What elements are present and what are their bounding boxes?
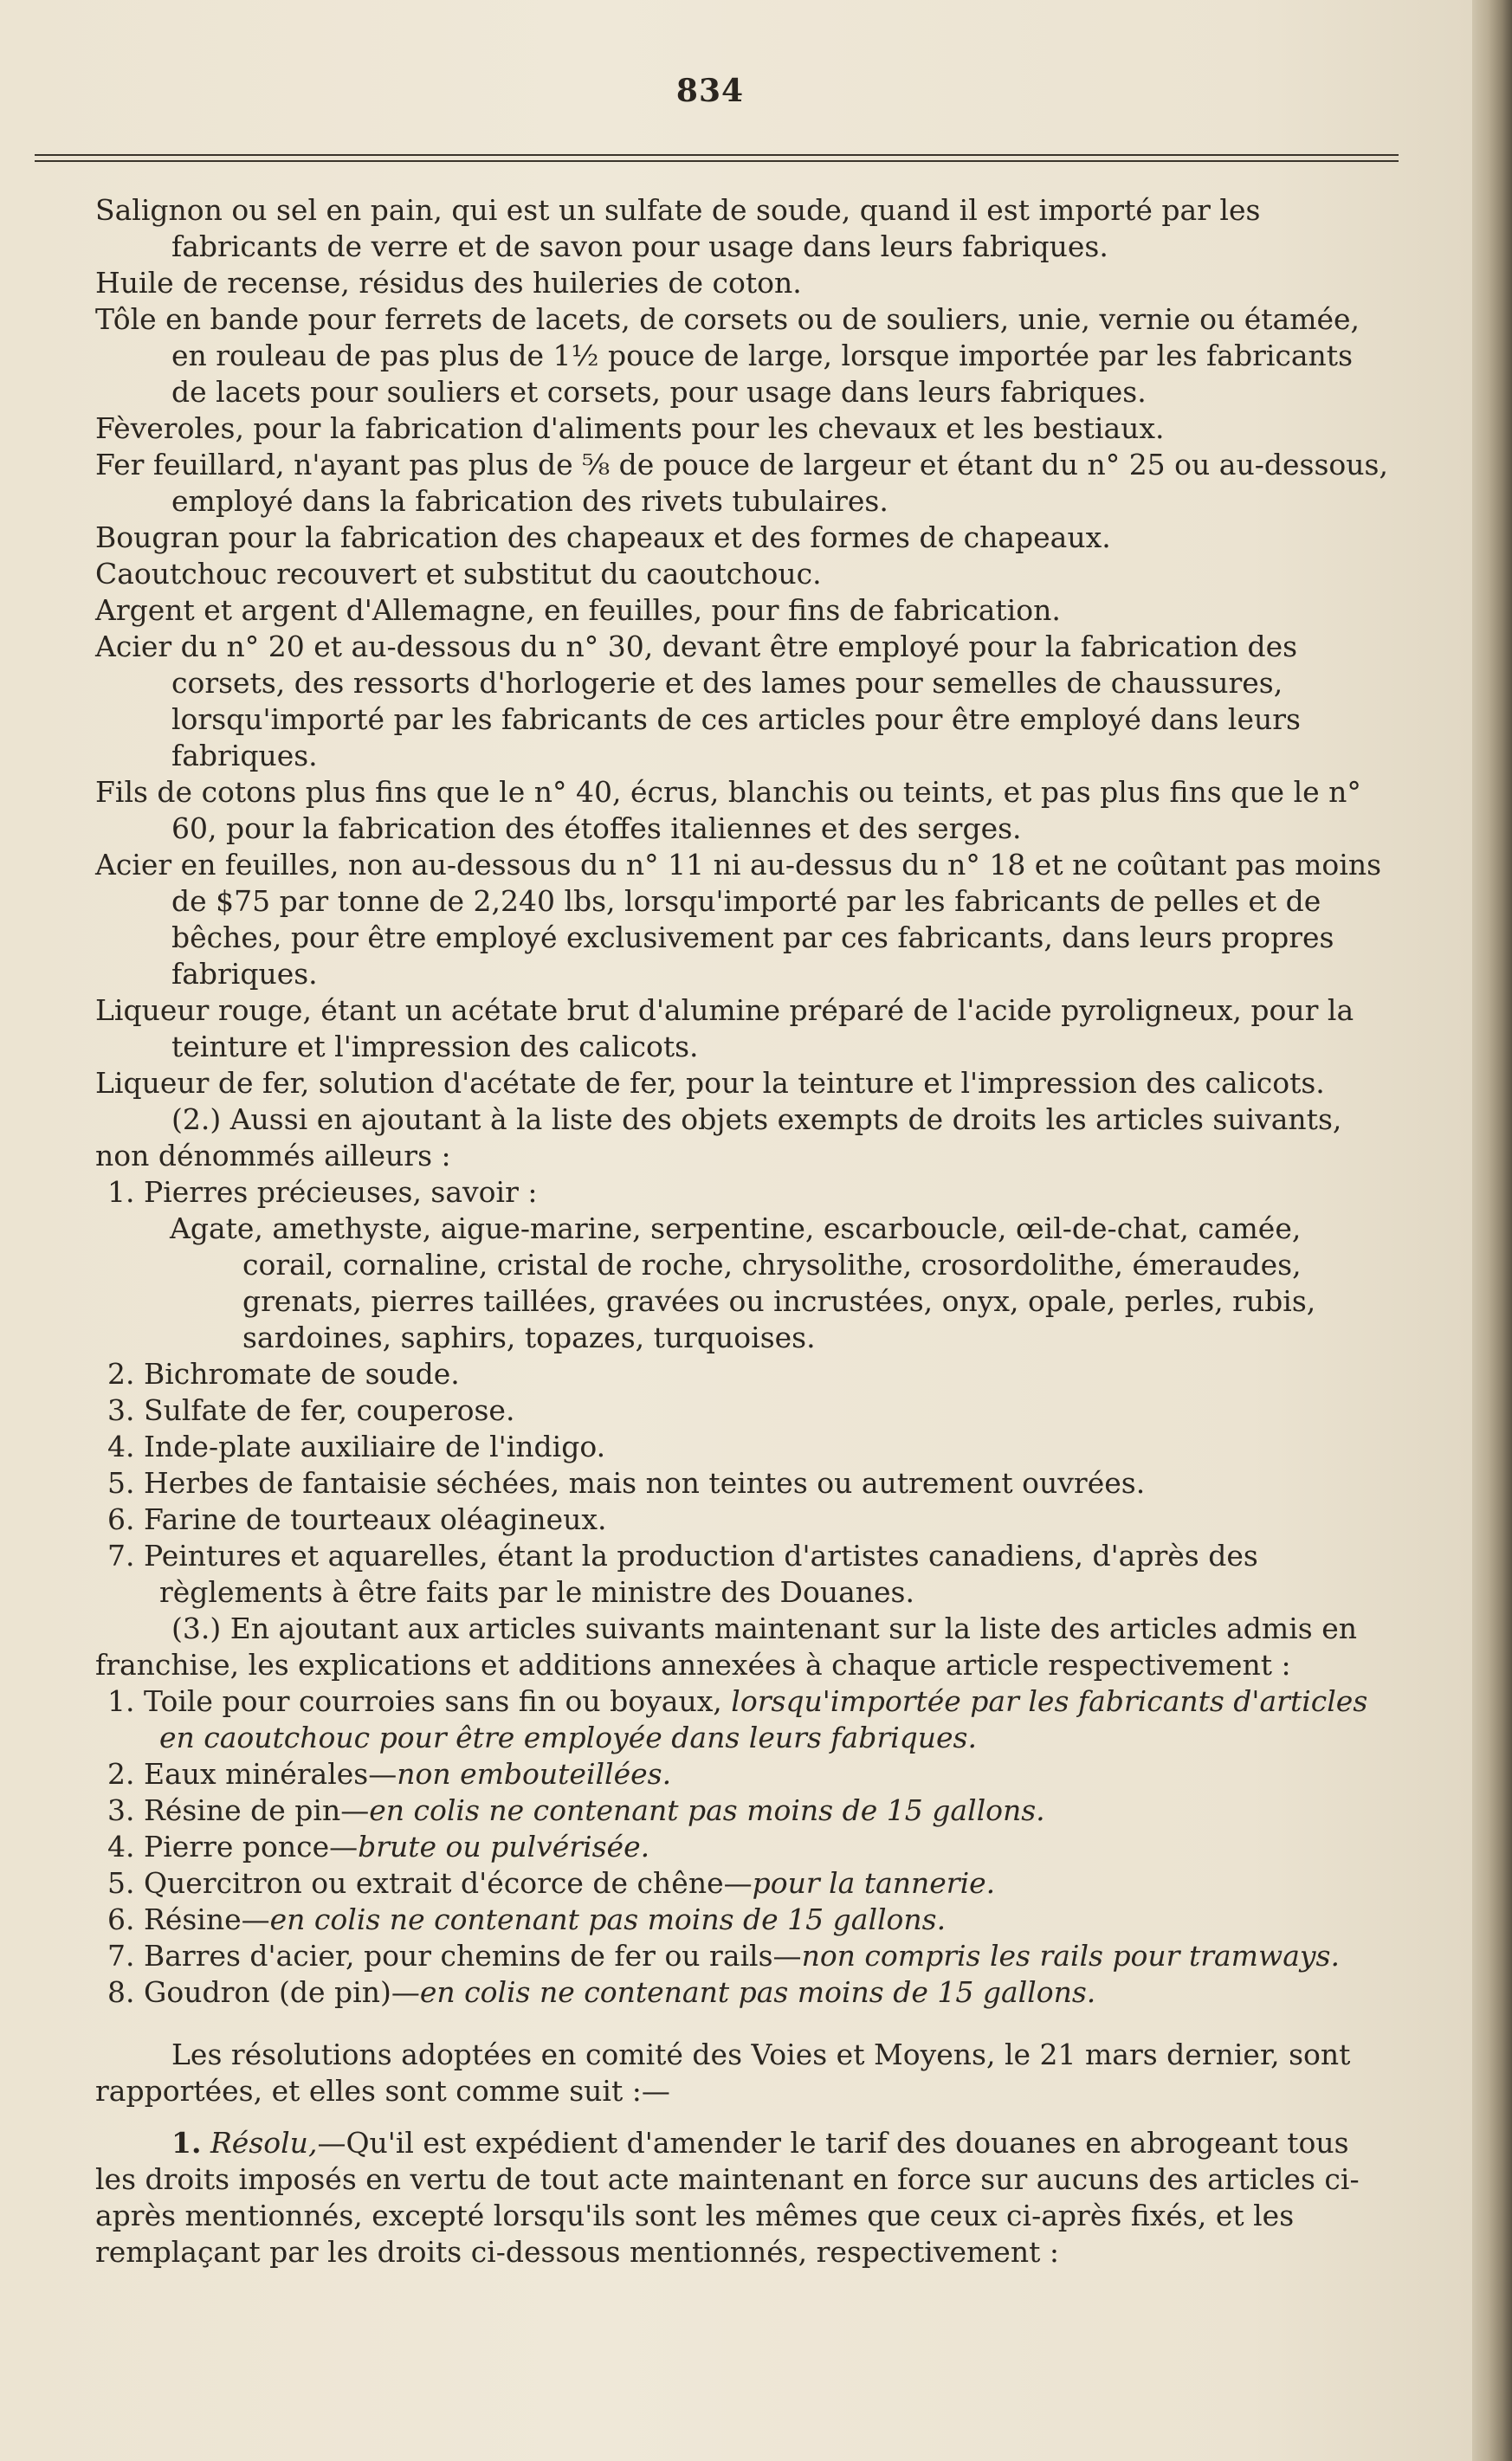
list-item: Acier du n° 20 et au-dessous du n° 30, devant être employé pour la fabrication des corsets, des ressorts d'horlogerie et des lames pour semelles de chaussures, lorsqu'importé par les fabricants de ces articles pour être employé dans leurs fabriques. bbox=[95, 630, 1301, 772]
list-item: Fer feuillard, n'ayant pas plus de ⅝ de pouce de largeur et étant du n° 25 ou au-dessous, employé dans la fabrication des rivets tubulaires. bbox=[95, 448, 1388, 518]
numbered-item: 7. Barres d'acier, pour chemins de fer ou rails—non compris les rails pour tramways. bbox=[107, 1939, 1340, 1973]
list-item: Salignon ou sel en pain, qui est un sulfate de soude, quand il est importé par les fabricants de verre et de savon pour usage dans leurs fabriques. bbox=[95, 193, 1261, 263]
spacer bbox=[95, 2109, 1394, 2125]
document-body bbox=[95, 192, 1394, 2270]
section-2-intro: (2.) Aussi en ajoutant à la liste des objets exempts de droits les articles suivants, non dénommés ailleurs : bbox=[95, 1102, 1342, 1172]
numbered-item: 6. Résine—en colis ne contenant pas moins de 15 gallons. bbox=[107, 1902, 947, 1936]
numbered-item: 1. Pierres précieuses, savoir : bbox=[107, 1175, 538, 1209]
gems-list: Agate, amethyste, aigue-marine, serpentine, escarboucle, œil-de-chat, camée, corail, cornaline, cristal de roche, chrysolithe, crosordolithe, émeraudes, grenats, pierres taillées, gravées ou incrustées, onyx, opale, perles, rubis, sardoines, saphirs, topazes, turquoises. bbox=[170, 1211, 1316, 1354]
list-item: Caoutchouc recouvert et substitut du caoutchouc. bbox=[95, 557, 822, 591]
numbered-item: 6. Farine de tourteaux oléagineux. bbox=[107, 1502, 607, 1536]
numbered-item: 7. Peintures et aquarelles, étant la production d'artistes canadiens, d'après des règlements à être faits par le ministre des Douanes. bbox=[107, 1539, 1258, 1609]
list-item: Tôle en bande pour ferrets de lacets, de corsets ou de souliers, unie, vernie ou étamée, en rouleau de pas plus de 1½ pouce de large, lorsque importée par les fabricants de lacets pour souliers et corsets, pour usage dans leurs fabriques. bbox=[95, 302, 1360, 409]
resolutions-intro: Les résolutions adoptées en comité des Voies et Moyens, le 21 mars dernier, sont rapportées, et elles sont comme suit :— bbox=[95, 2038, 1351, 2108]
numbered-item: 5. Quercitron ou extrait d'écorce de chêne—pour la tannerie. bbox=[107, 1866, 996, 1900]
numbered-item: 5. Herbes de fantaisie séchées, mais non teintes ou autrement ouvrées. bbox=[107, 1466, 1146, 1500]
numbered-item: 2. Eaux minérales—non embouteillées. bbox=[107, 1757, 672, 1791]
list-item: Liqueur rouge, étant un acétate brut d'alumine préparé de l'acide pyroligneux, pour la teinture et l'impression des calicots. bbox=[95, 993, 1354, 1063]
numbered-item: 4. Inde-plate auxiliaire de l'indigo. bbox=[107, 1430, 606, 1463]
list-item: Huile de recense, résidus des huileries de coton. bbox=[95, 266, 802, 300]
numbered-item: 1. Toile pour courroies sans fin ou boyaux, lorsqu'importée par les fabricants d'articles en caoutchouc pour être employée dans leurs fabriques. bbox=[107, 1684, 1368, 1754]
list-item: Bougran pour la fabrication des chapeaux et des formes de chapeaux. bbox=[95, 520, 1111, 554]
book-spine bbox=[1472, 0, 1512, 2461]
section-3-intro: (3.) En ajoutant aux articles suivants maintenant sur la liste des articles admis en franchise, les explications et additions annexées à chaque article respectivement : bbox=[95, 1612, 1357, 1682]
list-item: Argent et argent d'Allemagne, en feuilles, pour fins de fabrication. bbox=[95, 593, 1061, 627]
numbered-item: 2. Bichromate de soude. bbox=[107, 1357, 460, 1391]
numbered-item: 8. Goudron (de pin)—en colis ne contenant pas moins de 15 gallons. bbox=[107, 1975, 1096, 2009]
numbered-item: 3. Résine de pin—en colis ne contenant pas moins de 15 gallons. bbox=[107, 1793, 1045, 1827]
list-item: Liqueur de fer, solution d'acétate de fer, pour la teinture et l'impression des calicots. bbox=[95, 1066, 1325, 1100]
spacer bbox=[95, 2011, 1394, 2037]
header-rule bbox=[35, 154, 1399, 162]
list-item: Acier en feuilles, non au-dessous du n° 11 ni au-dessus du n° 18 et ne coûtant pas moins de $75 par tonne de 2,240 lbs, lorsqu'importé par les fabricants de pelles et de bêches, pour être employé exclusivement par ces fabricants, dans leurs propres fabriques. bbox=[95, 848, 1382, 991]
list-item: Fils de cotons plus fins que le n° 40, écrus, blanchis ou teints, et pas plus fins que le n° 60, pour la fabrication des étoffes italiennes et des serges. bbox=[95, 775, 1361, 845]
page-number: 834 bbox=[675, 73, 745, 109]
numbered-item: 3. Sulfate de fer, couperose. bbox=[107, 1393, 515, 1427]
numbered-item: 4. Pierre ponce—brute ou pulvérisée. bbox=[107, 1830, 650, 1864]
resolution-1: 1. Résolu,—Qu'il est expédient d'amender le tarif des douanes en abrogeant tous les droits imposés en vertu de tout acte maintenant en force sur aucuns des articles ci-après mentionnés, excepté lorsqu'ils sont les mêmes que ceux ci-après fixés, et les remplaçant par les droits ci-dessous mentionnés, respectivement : bbox=[95, 2126, 1360, 2269]
list-item: Fèveroles, pour la fabrication d'aliments pour les chevaux et les bestiaux. bbox=[95, 411, 1165, 445]
